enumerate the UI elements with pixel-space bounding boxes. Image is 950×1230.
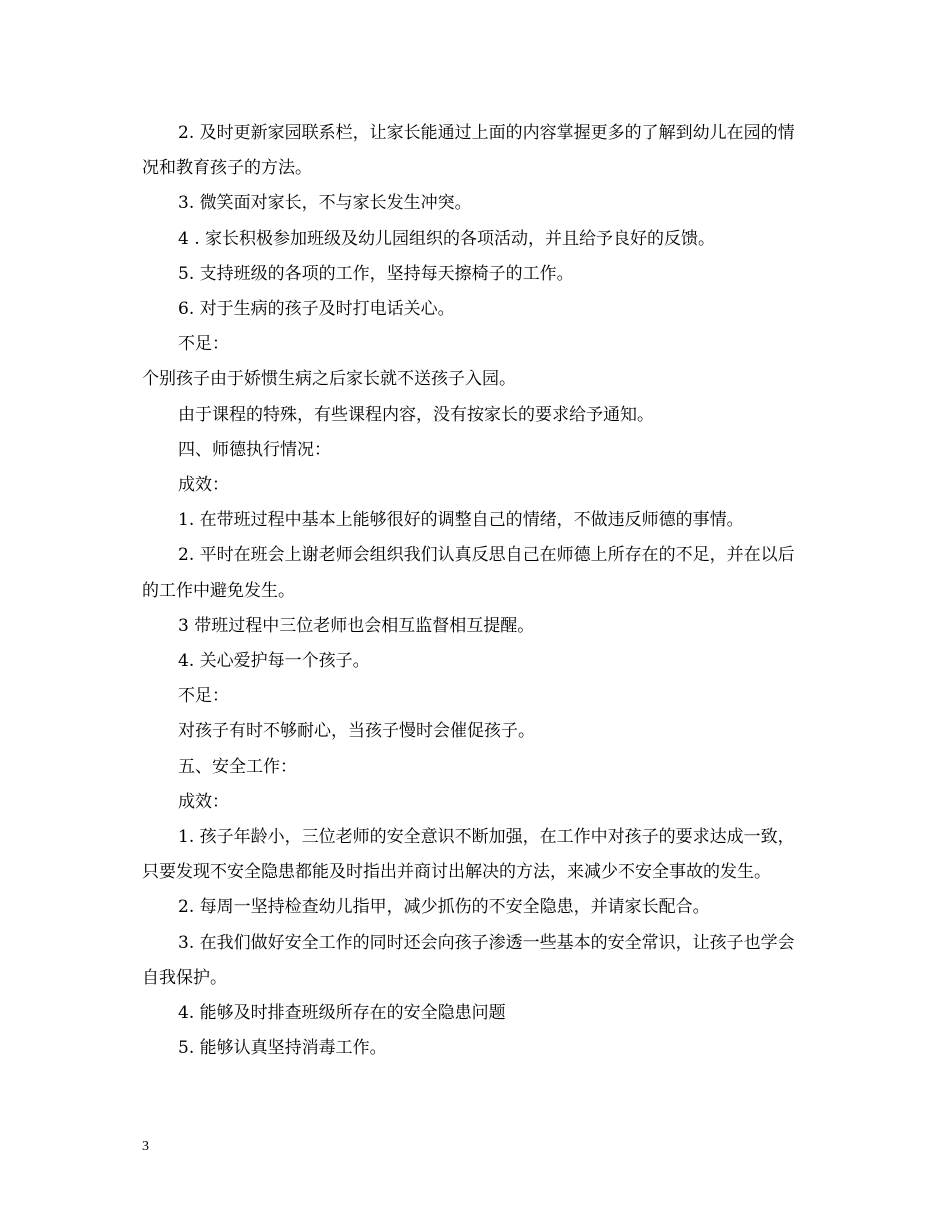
- section-label: 不足：: [178, 334, 229, 355]
- page-number: 3: [142, 1139, 149, 1154]
- section-label: 不足：: [178, 686, 229, 707]
- paragraph: 2. 每周一坚持检查幼儿指甲，减少抓伤的不安全隐患，并请家长配合。: [178, 897, 710, 918]
- paragraph: 5. 支持班级的各项的工作，坚持每天擦椅子的工作。: [178, 263, 574, 284]
- paragraph: 3. 在我们做好安全工作的同时还会向孩子渗透一些基本的安全常识，让孩子也学会自我保护。: [142, 932, 795, 988]
- paragraph: 由于课程的特殊，有些课程内容，没有按家长的要求给予通知。: [178, 404, 654, 425]
- paragraph: 1. 孩子年龄小，三位老师的安全意识不断加强，在工作中对孩子的要求达成一致，只要发现不安全隐患都能及时指出并商讨出解决的方法，来减少不安全事故的发生。: [142, 827, 795, 883]
- paragraph: 个别孩子由于娇惯生病之后家长就不送孩子入园。: [142, 369, 516, 390]
- paragraph: 5. 能够认真坚持消毒工作。: [178, 1038, 387, 1059]
- paragraph: 对孩子有时不够耐心，当孩子慢时会催促孩子。: [178, 721, 535, 742]
- paragraph: 4. 能够及时排查班级所存在的安全隐患问题: [178, 1003, 506, 1024]
- paragraph: 3. 微笑面对家长，不与家长发生冲突。: [178, 193, 472, 214]
- paragraph: 3 带班过程中三位老师也会相互监督相互提醒。: [178, 615, 535, 636]
- section-label: 成效：: [178, 475, 229, 496]
- paragraph: 6. 对于生病的孩子及时打电话关心。: [178, 299, 455, 320]
- section-heading: 四、师德执行情况：: [178, 439, 331, 460]
- document-body: [142, 116, 810, 1066]
- paragraph: 2. 及时更新家园联系栏，让家长能通过上面的内容掌握更多的了解到幼儿在园的情况和教育孩子的方法。: [142, 123, 795, 179]
- paragraph: 4. 关心爱护每一个孩子。: [178, 651, 370, 672]
- paragraph: 2. 平时在班会上谢老师会组织我们认真反思自己在师德上所存在的不足，并在以后的工作中避免发生。: [142, 545, 795, 601]
- section-label: 成效：: [178, 791, 229, 812]
- paragraph: 4 . 家长积极参加班级及幼儿园组织的各项活动，并且给予良好的反馈。: [178, 228, 716, 249]
- section-heading: 五、安全工作：: [178, 756, 297, 777]
- paragraph: 1. 在带班过程中基本上能够很好的调整自己的情绪，不做违反师德的事情。: [178, 510, 744, 531]
